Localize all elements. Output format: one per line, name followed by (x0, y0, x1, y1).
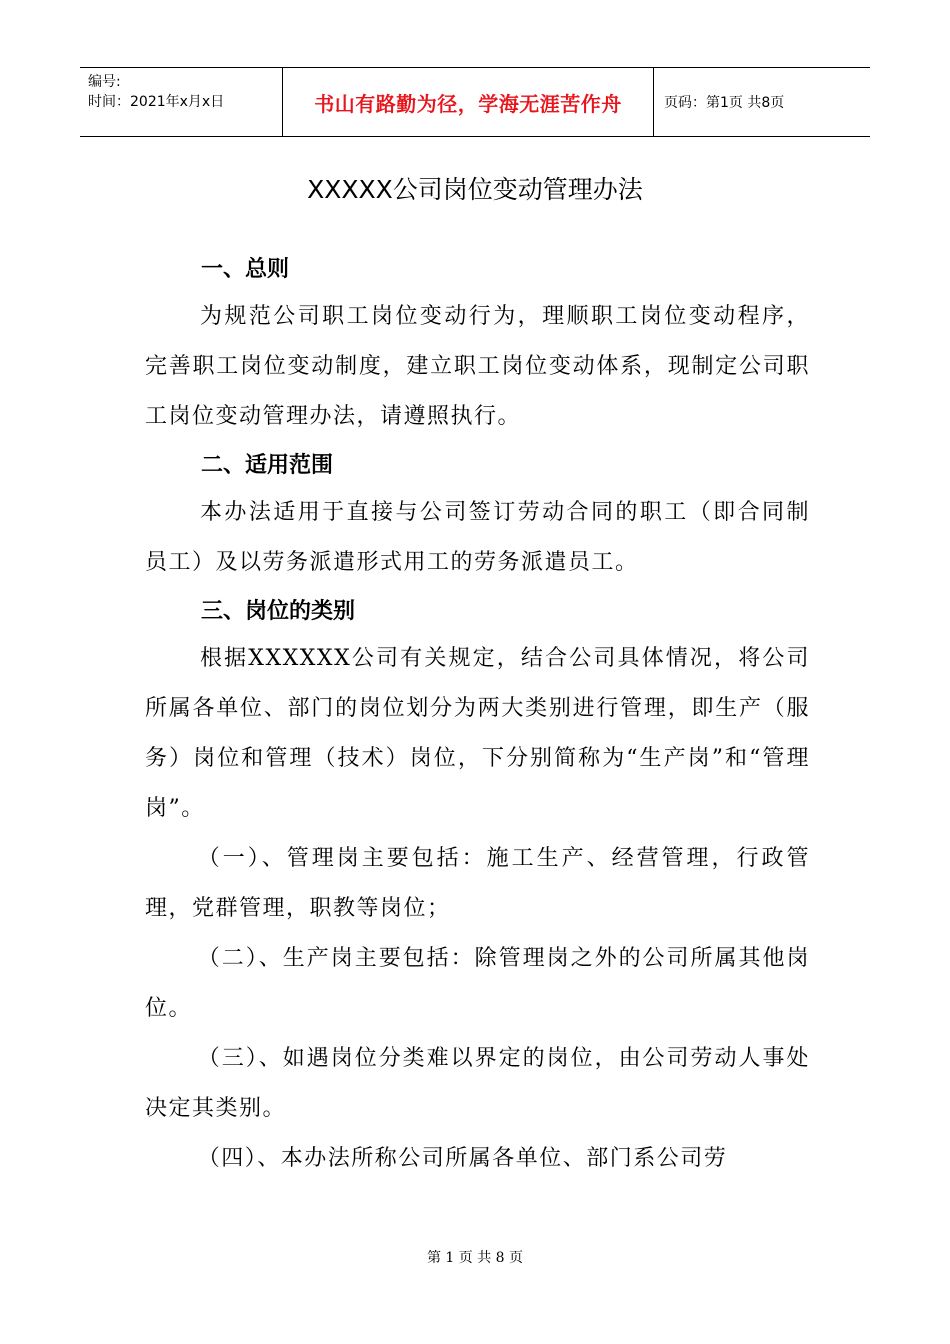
page-header (80, 67, 870, 137)
serial-label: 编号: (88, 74, 121, 90)
document-body (145, 246, 810, 1184)
page-info-text: 页码：第1页 共8页 (664, 95, 785, 111)
paragraph: 本办法适用于直接与公司签订劳动合同的职工（即合同制员工）及以劳务派遣形式用工的劳务派遣员工。 (145, 500, 810, 575)
page-footer: 第 1 页 共 8 页 (426, 1250, 524, 1266)
document-title: XXXXX公司岗位变动管理办法 (307, 175, 643, 204)
motto-text: 书山有路勤为径，学海无涯苦作舟 (314, 91, 622, 116)
paragraph-item: （四）、本办法所称公司所属各单位、部门系公司劳 (197, 1146, 728, 1171)
section-heading-general: 一、总则 (201, 257, 290, 282)
paragraph: 根据XXXXXX公司有关规定，结合公司具体情况，将公司所属各单位、部门的岗位划分为两大类别进行管理，即生产（服务）岗位和管理（技术）岗位，下分别简称为“生产岗”和“管理岗”。 (145, 646, 810, 821)
header-motto-cell (282, 68, 654, 136)
section-heading-categories: 三、岗位的类别 (201, 599, 356, 624)
section-heading-scope: 二、适用范围 (201, 453, 334, 478)
paragraph-item: （二）、生产岗主要包括：除管理岗之外的公司所属其他岗位。 (145, 946, 810, 1021)
header-page-info (654, 68, 870, 136)
paragraph: 为规范公司职工岗位变动行为，理顺职工岗位变动程序，完善职工岗位变动制度，建立职工岗位变动体系，现制定公司职工岗位变动管理办法，请遵照执行。 (145, 304, 810, 429)
time-label: 时间：2021年x月x日 (88, 94, 225, 110)
paragraph-item: （三）、如遇岗位分类难以界定的岗位，由公司劳动人事处决定其类别。 (145, 1046, 810, 1121)
header-meta (80, 68, 282, 136)
paragraph-item: （一）、管理岗主要包括：施工生产、经营管理，行政管理，党群管理，职教等岗位； (145, 846, 810, 921)
